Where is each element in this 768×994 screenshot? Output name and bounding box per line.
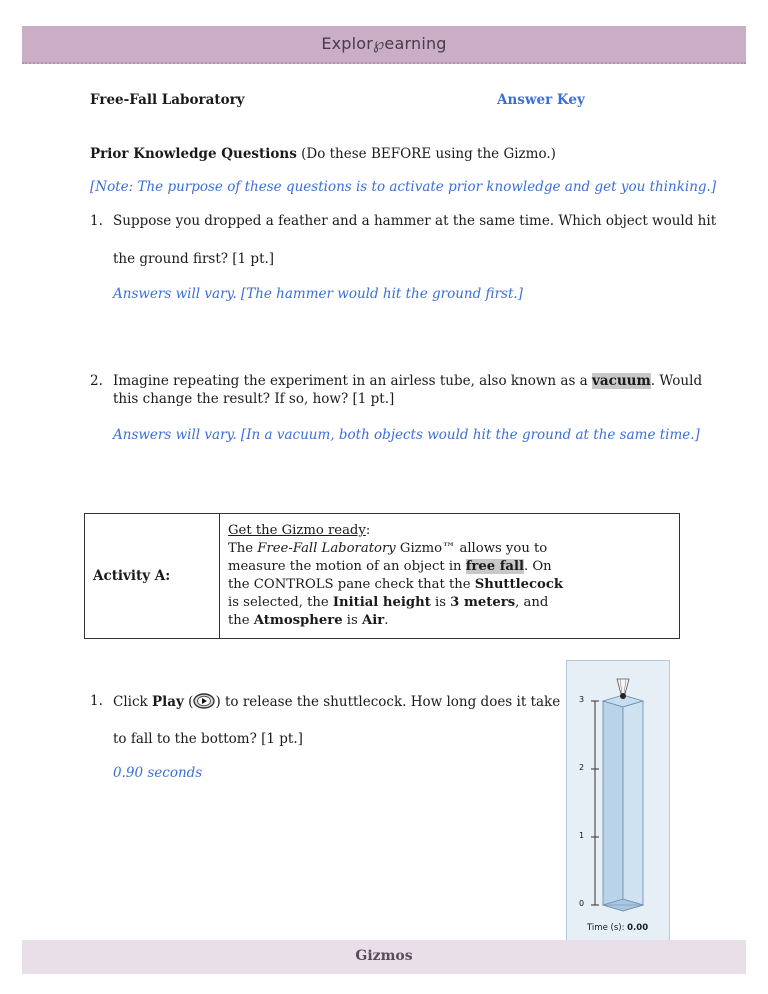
get-gizmo-ready: Get the Gizmo ready	[228, 523, 366, 538]
question-2-line-1	[113, 373, 702, 389]
play-term: Play	[152, 694, 184, 710]
prior-knowledge-heading	[90, 146, 556, 162]
activity-question-1-line-1	[113, 693, 560, 710]
text: measure the motion of an object in	[228, 559, 466, 574]
question-2-text: Imagine repeating the experiment in an airless tube, also known as a	[113, 373, 593, 389]
explorelearning-logo: Explor℘earning	[321, 34, 447, 53]
tick-label-0: 0	[579, 899, 585, 908]
text: is selected, the	[228, 595, 333, 610]
vocab-vacuum: vacuum	[592, 373, 651, 389]
activity-a-label-cell	[85, 514, 220, 639]
gizmos-logo: Gizmos	[355, 948, 413, 964]
question-1-line-2: the ground first? [1 pt.]	[113, 251, 275, 267]
gizmo-name: Free-Fall Laboratory	[257, 541, 396, 556]
answer-1: Answers will vary. [The hammer would hit the ground first.]	[113, 286, 523, 302]
text: is	[430, 595, 451, 610]
question-2-text-end: . Would	[650, 373, 703, 389]
text: ) to release the shuttlecock. How long does it take	[215, 694, 561, 710]
text: (	[183, 694, 194, 710]
atmosphere-term: Atmosphere	[253, 613, 343, 628]
initial-height-term: Initial height	[332, 595, 431, 610]
activity-a-table	[84, 513, 680, 639]
question-1-number: 1.	[90, 213, 103, 229]
purpose-note: [Note: The purpose of these questions is to activate prior knowledge and get you thinking.]	[90, 179, 717, 195]
height-value: 3 meters	[450, 595, 516, 610]
activity-answer-1: 0.90 seconds	[113, 765, 203, 781]
tick-label-2: 2	[579, 763, 585, 772]
time-label: Time (s):	[587, 923, 625, 933]
question-1-line-1: Suppose you dropped a feather and a hammer at the same time. Which object would hit	[113, 213, 717, 229]
activity-a-instructions	[220, 514, 680, 639]
explorelearning-header-bar	[22, 26, 746, 64]
time-value: 0.00	[627, 923, 649, 933]
doc-title: Free-Fall Laboratory	[90, 92, 245, 108]
vocab-free-fall: free fall	[465, 559, 524, 574]
activity-a-label: Activity A:	[93, 568, 171, 584]
prior-heading-text: Prior Knowledge Questions	[90, 146, 297, 162]
text: . On	[523, 559, 552, 574]
text: , and	[515, 595, 549, 610]
text: the CONTROLS pane check that the	[228, 577, 475, 592]
text: Click	[113, 694, 152, 710]
air-term: Air	[361, 613, 385, 628]
question-2-line-2: this change the result? If so, how? [1 pt.]	[113, 391, 395, 407]
time-readout	[587, 923, 648, 933]
tick-label-3: 3	[579, 695, 585, 704]
play-icon	[193, 693, 215, 709]
text: Gizmo™ allows you to	[395, 541, 548, 556]
answer-2: Answers will vary. [In a vacuum, both objects would hit the ground at the same time.]	[113, 427, 700, 443]
colon: :	[365, 523, 371, 538]
activity-question-1-number: 1.	[90, 693, 103, 709]
shuttlecock-term: Shuttlecock	[474, 577, 564, 592]
free-fall-simulation-panel	[566, 660, 670, 942]
text: is	[342, 613, 362, 628]
question-2-number: 2.	[90, 373, 103, 389]
gizmos-footer-bar	[22, 940, 746, 974]
text: The	[228, 541, 258, 556]
text: the	[228, 613, 254, 628]
prior-heading-note: (Do these BEFORE using the Gizmo.)	[301, 146, 556, 162]
activity-question-1-line-2: to fall to the bottom? [1 pt.]	[113, 731, 303, 747]
tick-label-1: 1	[579, 831, 585, 840]
text: .	[384, 613, 389, 628]
answer-key-label: Answer Key	[497, 92, 585, 108]
